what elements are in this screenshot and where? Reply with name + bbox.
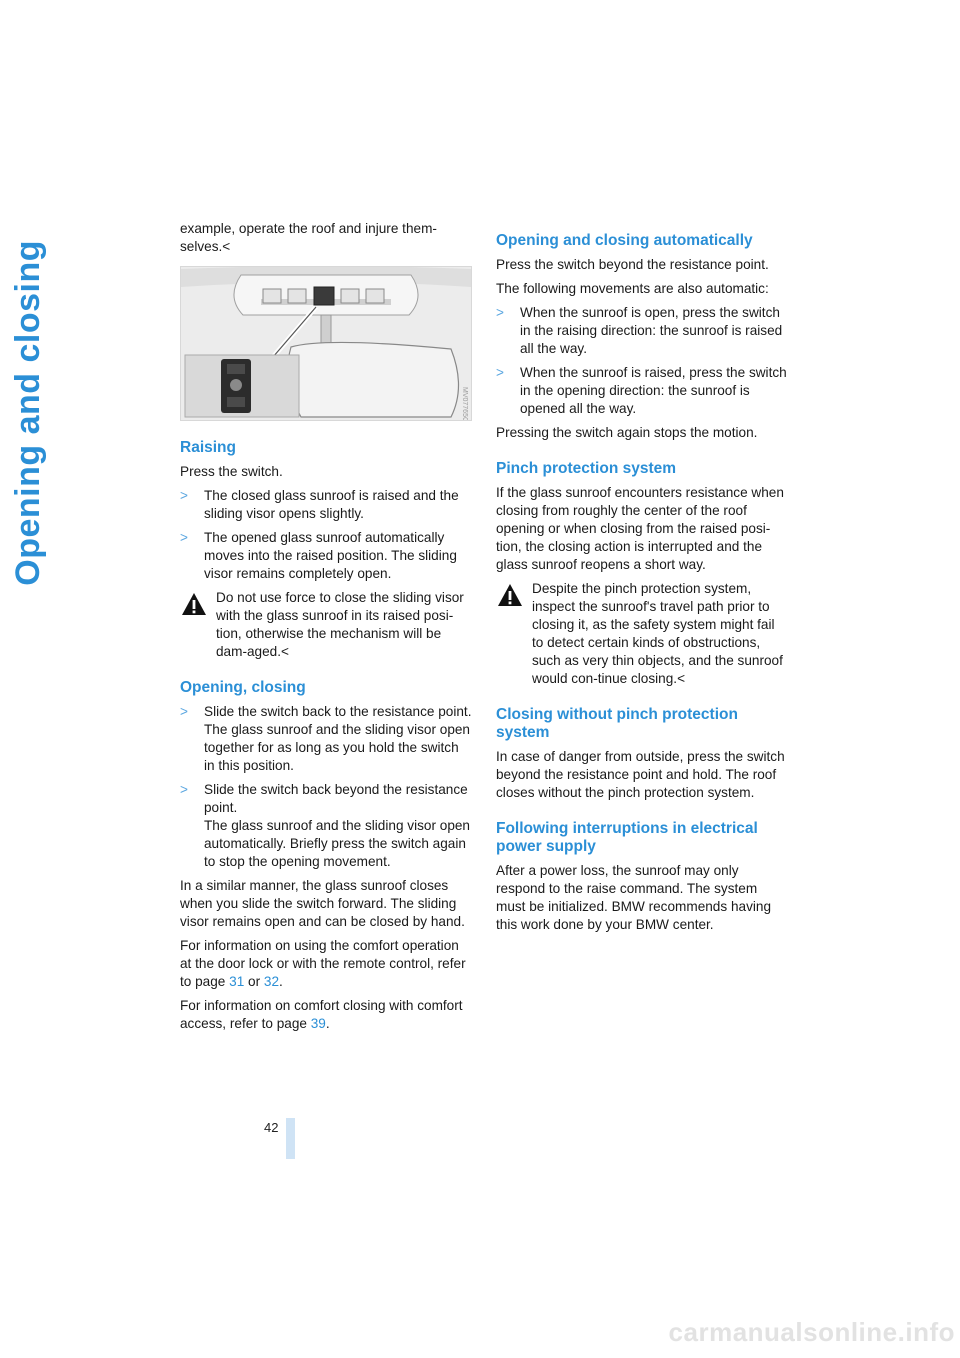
warning-triangle-icon [180,591,208,617]
bullet-arrow-icon: > [496,305,504,320]
comfort-operation-paragraph: For information on using the comfort operation at the door lock or with the remote control, refer to page 31 or 32. [180,938,466,989]
raising-heading: Raising [180,439,236,456]
comfort-access-paragraph: For information on comfort closing with comfort access, refer to page 39. [180,998,463,1031]
warning-text: Do not use force to close the sliding visor with the glass sunroof in its raised posi-tion, otherwise the mechanism will be dam-aged.< [216,590,464,659]
automatic-heading: Opening and closing automatically [496,232,753,249]
automatic-text-1: Press the switch beyond the resistance point. [496,257,769,272]
without-pinch-text: In case of danger from outside, press the switch beyond the resistance point and hold. The roof closes without the pinch protection system. [496,749,785,800]
warning-note [180,589,472,661]
list-item: > Slide the switch back to the resistance point. The glass sunroof and the sliding visor open together for as long as you hold the switch in this position. [180,704,472,773]
page-number: 42 [264,1120,279,1135]
bullet-arrow-icon: > [180,782,188,797]
page-link-32[interactable]: 32 [263,974,280,989]
list-item: > When the sunroof is raised, press the switch in the opening direction: the sunroof is opened all the way. [496,365,787,416]
sunroof-switch-illustration [181,267,471,420]
opening-closing-heading: Opening, closing [180,679,306,696]
page-marker-bar [286,1118,295,1159]
automatic-list [496,304,788,418]
list-item: > The closed glass sunroof is raised and the sliding visor opens slightly. [180,488,459,521]
intro-text: example, operate the roof and injure them-selves.< [180,221,437,254]
right-column [496,220,788,940]
warning-note [496,580,788,688]
opening-list [180,703,472,871]
power-supply-text: After a power loss, the sunroof may only respond to the raise command. The system must be initialized. BMW recommends having this work done by your BMW center. [496,863,772,932]
bullet-arrow-icon: > [180,704,188,719]
raising-list [180,487,472,583]
watermark: carmanualsonline.info [668,1316,955,1347]
list-item: > When the sunroof is open, press the switch in the raising direction: the sunroof is raised all the way. [496,305,783,356]
sunroof-switch-figure [180,266,472,421]
bullet-arrow-icon: > [496,365,504,380]
bullet-arrow-icon: > [180,488,188,503]
raising-text: Press the switch. [180,464,283,479]
without-pinch-heading: Closing without pinch protection system [496,706,738,741]
power-supply-heading: Following interruptions in electrical power supply [496,820,758,855]
warning-triangle-icon [496,582,524,608]
list-item: > Slide the switch back beyond the resistance point. The glass sunroof and the sliding visor open automatically. Briefly press the switch again to stop the opening movement. [180,782,470,869]
left-column [180,220,472,1039]
list-item: > The opened glass sunroof automatically moves into the raised position. The sliding visor remains completely open. [180,530,457,581]
figure-code: MV07765CMA [461,387,468,420]
automatic-text-3: Pressing the switch again stops the motion. [496,425,758,440]
page-link-31[interactable]: 31 [229,974,245,989]
bullet-arrow-icon: > [180,530,188,545]
page-link-39[interactable]: 39 [310,1016,326,1031]
closing-paragraph: In a similar manner, the glass sunroof closes when you slide the switch forward. The sliding visor remains open and can be closed by hand. [180,878,465,929]
warning-text: Despite the pinch protection system, inspect the sunroof's travel path prior to closing it, as the safety system might fail to detect certain kinds of obstructions, such as very thin objects, and the sunroof would con-tinue closing.< [532,581,783,686]
pinch-protection-heading: Pinch protection system [496,460,677,477]
automatic-text-2: The following movements are also automatic: [496,281,769,296]
pinch-protection-text: If the glass sunroof encounters resistance when closing from roughly the center of the roof opening or when closing from the raised posi-tion, the closing action is interrupted and the glass sunroof reopens a short way. [496,485,784,572]
section-title: Opening and closing [9,240,47,586]
